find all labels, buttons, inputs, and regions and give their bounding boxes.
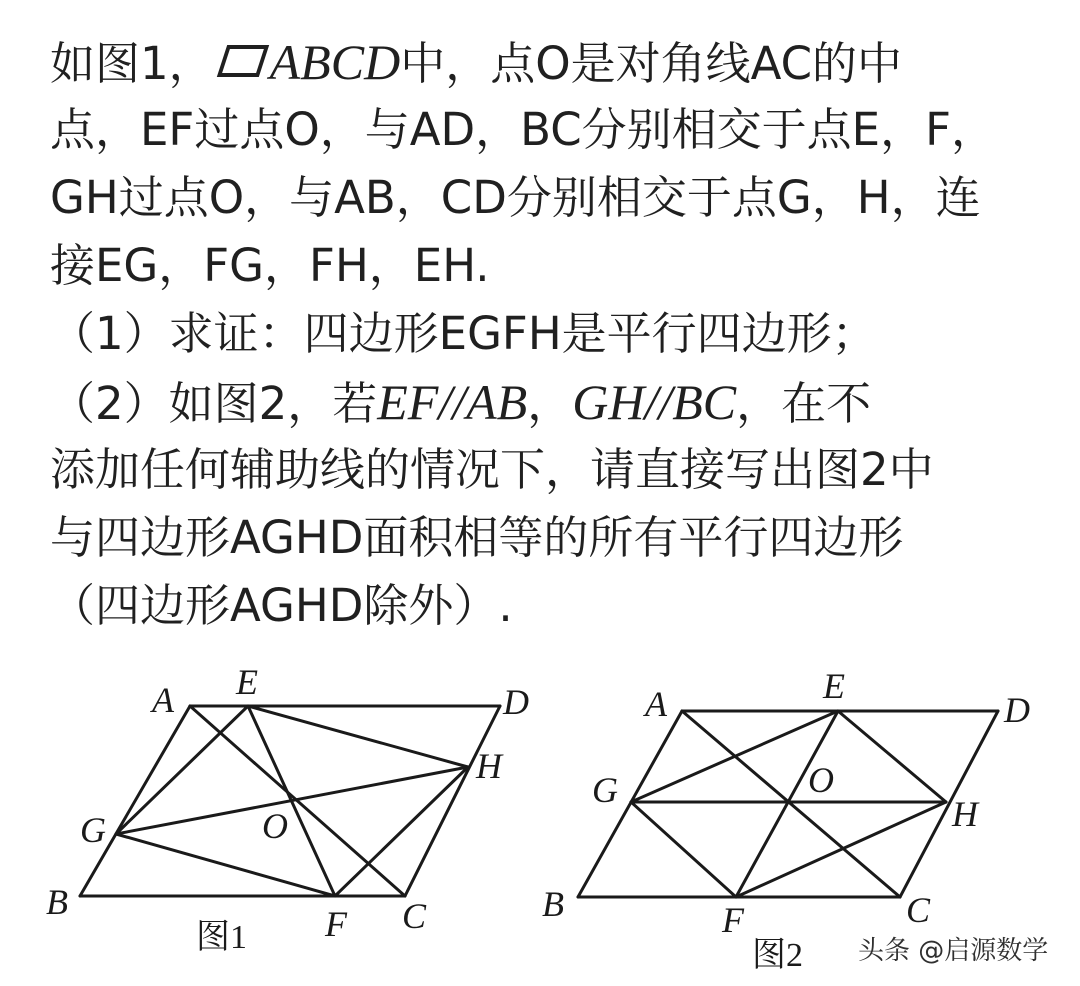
label-a: A [645, 684, 667, 724]
label-b: B [46, 882, 68, 922]
label-g: G [592, 770, 618, 810]
watermark: 头条 @启源数学 [858, 936, 1049, 966]
figure-1 [46, 662, 529, 956]
problem-line-8: 与四边形AGHD面积相等的所有平行四边形 [50, 511, 904, 564]
label-d: D [1004, 690, 1030, 730]
segment-fh [335, 767, 468, 896]
problem-line-2: 点，EF过点O，与AD，BC分别相交于点E，F， [50, 103, 996, 156]
label-h: H [476, 746, 502, 786]
segment-ac [682, 711, 900, 897]
figure-2-caption: 图2 [752, 937, 803, 974]
figure-2 [542, 666, 1030, 974]
segment-gf [631, 802, 736, 897]
problem-line-3: GH过点O，与AB，CD分别相交于点G，H，连 [50, 171, 981, 224]
segment-eg [631, 711, 838, 802]
label-c: C [906, 890, 931, 930]
segment-he [248, 706, 468, 767]
problem-line-9: （四边形AGHD除外）. [50, 579, 513, 632]
segment-gh [116, 767, 468, 834]
text-span: ，在不 [736, 377, 872, 430]
label-b: B [542, 884, 564, 924]
segment-eg [116, 706, 248, 834]
segment-ef [736, 711, 838, 897]
label-g: G [80, 810, 106, 850]
label-e: E [236, 662, 258, 702]
label-c: C [402, 896, 427, 936]
segment-fh [736, 802, 946, 897]
text-span: ， [527, 377, 573, 430]
math-ef-parallel-ab: EF//AB [377, 374, 528, 430]
label-f: F [722, 900, 744, 940]
label-f: F [325, 904, 347, 944]
problem-line-4: 接EG，FG，FH，EH. [50, 239, 490, 292]
segment-gf [116, 834, 335, 896]
text-span: （2）如图2，若 [50, 377, 378, 430]
figure-1-caption: 图1 [196, 919, 247, 956]
problem-line-5: （1）求证：四边形EGFH是平行四边形； [50, 307, 877, 360]
segment-dc [405, 706, 500, 896]
label-a: A [152, 680, 174, 720]
label-e: E [823, 666, 845, 706]
text-span: 如图1， [50, 37, 214, 90]
text-span: 中，点O是对角线AC的中 [400, 37, 903, 90]
segment-he [838, 711, 946, 802]
segment-dc [900, 711, 998, 897]
label-o: O [808, 760, 834, 800]
segment-ac [190, 706, 405, 896]
label-h: H [952, 794, 978, 834]
math-gh-parallel-bc: GH//BC [572, 374, 737, 430]
label-d: D [503, 682, 529, 722]
segment-ab [80, 706, 190, 896]
label-o: O [262, 806, 288, 846]
problem-line-7: 添加任何辅助线的情况下，请直接写出图2中 [50, 443, 934, 496]
math-abcd: ABCD [269, 34, 401, 90]
